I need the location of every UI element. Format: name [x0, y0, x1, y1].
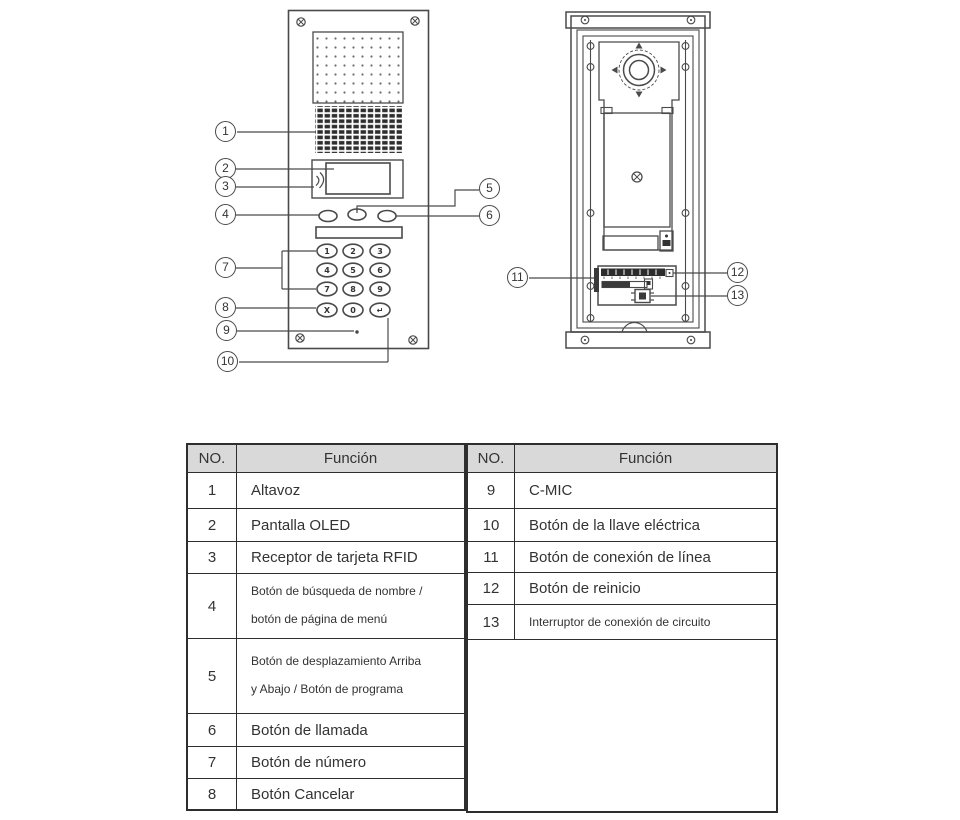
key-label: 3 [377, 247, 383, 256]
funcion-line: botón de página de menú [251, 612, 388, 626]
adjust-arrow-up [636, 43, 643, 49]
device-front-view [236, 11, 479, 363]
screw-icon [581, 336, 589, 344]
cell-no: 12 [467, 573, 515, 605]
keypad [317, 244, 390, 317]
screw-icon [632, 172, 642, 182]
cell-no: 8 [187, 779, 237, 811]
screw-icon [297, 18, 305, 26]
callout-lines-front [236, 132, 479, 362]
cell-funcion: Botón Cancelar [237, 779, 466, 811]
cell-no: 1 [187, 473, 237, 509]
line-connection-button [594, 268, 599, 292]
cell-no: 6 [187, 714, 237, 747]
key-label: 0 [350, 306, 356, 315]
screw-icon [687, 336, 695, 344]
callout-9: 9 [216, 320, 237, 341]
function-table-right [466, 443, 778, 813]
key-label: 9 [377, 285, 383, 294]
callout-2: 2 [215, 158, 236, 179]
top-flange [566, 12, 710, 28]
rfid-reader-icon [316, 173, 324, 189]
cable-notch [622, 323, 647, 332]
cell-no: 3 [187, 542, 237, 574]
cell-funcion: C-MIC [515, 473, 778, 509]
cell-no: 7 [187, 747, 237, 779]
cell-funcion: Interruptor de conexión de circuito [515, 605, 778, 640]
speaker-grille [315, 106, 402, 153]
key-label: 6 [377, 266, 383, 275]
table-row [187, 779, 465, 811]
funcion-line: Botón de búsqueda de nombre / [251, 584, 423, 599]
cell-funcion: Botón de número [237, 747, 466, 779]
screw-icon [581, 16, 589, 24]
table-row [467, 473, 777, 509]
screw-icon [411, 17, 419, 25]
bottom-flange [566, 332, 710, 348]
cell-no: 2 [187, 509, 237, 542]
cell-funcion: Botón de reinicio [515, 573, 778, 605]
cell-no: 13 [467, 605, 515, 640]
table-row [187, 714, 465, 747]
screw-icon [409, 336, 417, 344]
camera-assembly [612, 43, 667, 98]
callout-4: 4 [215, 204, 236, 225]
col-header-funcion: Función [237, 444, 466, 473]
col-header-no: NO. [467, 444, 515, 473]
table-row [467, 542, 777, 573]
table-header-row [467, 444, 777, 473]
cell-funcion: Botón de la llave eléctrica [515, 509, 778, 542]
callout-13: 13 [727, 285, 748, 306]
terminal-strip [601, 269, 665, 280]
table-empty-row [467, 640, 777, 813]
table-row [187, 639, 465, 714]
jumper-slot [602, 282, 647, 288]
callout-12: 12 [727, 262, 748, 283]
cell-funcion: Botón de conexión de línea [515, 542, 778, 573]
camera-plate [599, 42, 679, 250]
key-label: 1 [324, 247, 330, 256]
function-table-left [186, 443, 466, 811]
callout-11: 11 [507, 267, 528, 288]
callout-10: 10 [217, 351, 238, 372]
callout-8: 8 [215, 297, 236, 318]
back-box [604, 113, 670, 227]
callout-3: 3 [215, 176, 236, 197]
key-label: 5 [350, 266, 356, 275]
funcion-line: Botón de desplazamiento Arriba [251, 654, 422, 669]
cell-funcion [237, 639, 466, 714]
label-slot [603, 236, 658, 250]
call-button [378, 211, 396, 222]
empty-cell [467, 640, 777, 813]
adjust-arrow-left [612, 67, 618, 74]
key-label: 2 [350, 247, 356, 256]
table-row [467, 605, 777, 640]
table-row [187, 542, 465, 574]
table-row [187, 747, 465, 779]
cell-no: 10 [467, 509, 515, 542]
callout-6: 6 [479, 205, 500, 226]
cell-no: 5 [187, 639, 237, 714]
card-icon-box [660, 231, 673, 251]
key-label: X [323, 306, 331, 315]
cell-funcion: Altavoz [237, 473, 466, 509]
table-row [187, 574, 465, 639]
mic-hole [355, 330, 358, 333]
function-table [186, 443, 778, 813]
callout-1: 1 [215, 121, 236, 142]
table-row [187, 473, 465, 509]
key-label: 7 [324, 285, 330, 294]
funcion-line: y Abajo / Botón de programa [251, 682, 404, 696]
callout-7: 7 [215, 257, 236, 278]
adjust-arrow-down [636, 92, 643, 98]
adjust-arrow-right [661, 67, 667, 74]
col-header-no: NO. [187, 444, 237, 473]
key-label: 4 [324, 266, 330, 275]
cell-no: 9 [467, 473, 515, 509]
name-plate [316, 227, 402, 238]
table-row [467, 509, 777, 542]
cell-funcion: Botón de llamada [237, 714, 466, 747]
table-header-row [187, 444, 465, 473]
callout-5: 5 [479, 178, 500, 199]
cell-funcion [237, 574, 466, 639]
screw-icon [296, 334, 304, 342]
circuit-switch [631, 290, 654, 303]
col-header-funcion: Función [515, 444, 778, 473]
camera-window [313, 32, 403, 103]
table-row [187, 509, 465, 542]
cell-no: 11 [467, 542, 515, 573]
oled-screen [326, 163, 390, 194]
search-button [319, 211, 337, 222]
key-label: ↵ [376, 306, 384, 315]
screw-icon [687, 16, 695, 24]
device-rear-view [529, 12, 727, 348]
cell-funcion: Pantalla OLED [237, 509, 466, 542]
reset-button [666, 270, 673, 277]
cell-no: 4 [187, 574, 237, 639]
cell-funcion: Receptor de tarjeta RFID [237, 542, 466, 574]
key-label: 8 [350, 285, 356, 294]
table-row [467, 573, 777, 605]
